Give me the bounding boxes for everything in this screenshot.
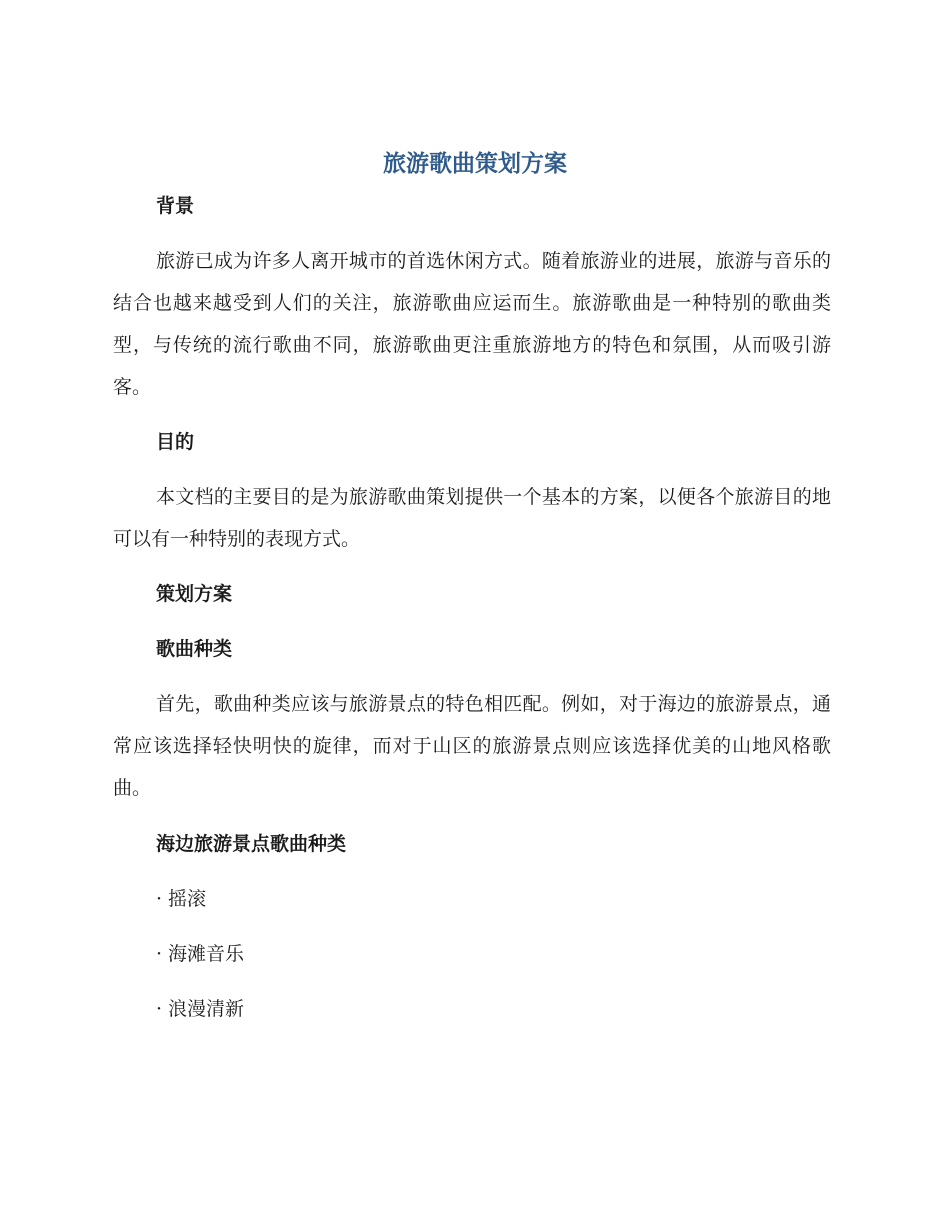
list-item-label: 海滩音乐 (168, 943, 245, 965)
paragraph-background: 旅游已成为许多人离开城市的首选休闲方式。随着旅游业的进展，旅游与音乐的结合也越来越受到人们的关注，旅游歌曲应运而生。旅游歌曲是一种特别的歌曲类型，与传统的流行歌曲不同，旅游歌曲更注重旅游地方的特色和氛围，从而吸引游客。 (113, 250, 831, 398)
heading-song-types: 歌曲种类 (156, 638, 233, 660)
bullet-marker: · (156, 943, 163, 965)
paragraph-song-types: 首先，歌曲种类应该与旅游景点的特色相匹配。例如，对于海边的旅游景点，通常应该选择轻快明快的旋律，而对于山区的旅游景点则应该选择优美的山地风格歌曲。 (113, 693, 831, 799)
list-item (156, 995, 244, 1023)
list-item-label: 浪漫清新 (168, 998, 245, 1020)
list-item (156, 940, 244, 968)
list-item-label: 摇滚 (168, 888, 207, 910)
list-item (156, 885, 206, 913)
paragraph-purpose: 本文档的主要目的是为旅游歌曲策划提供一个基本的方案，以便各个旅游目的地可以有一种特别的表现方式。 (113, 486, 831, 550)
bullet-marker: · (156, 998, 163, 1020)
heading-seaside-song-types: 海边旅游景点歌曲种类 (156, 833, 347, 855)
heading-plan: 策划方案 (156, 583, 233, 605)
heading-background: 背景 (156, 195, 195, 217)
heading-purpose: 目的 (156, 431, 195, 453)
bullet-marker: · (156, 888, 163, 910)
document-title: 旅游歌曲策划方案 (383, 151, 567, 177)
